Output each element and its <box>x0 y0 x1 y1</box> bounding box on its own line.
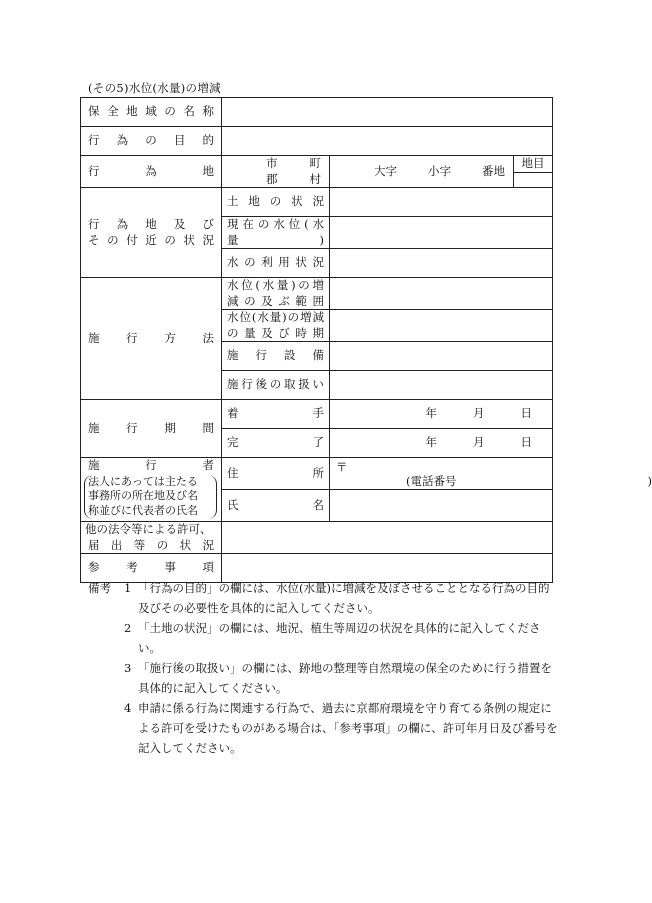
label-sekou-houhou: 施行方法 <box>81 278 222 400</box>
field-genzai-suii[interactable] <box>330 217 553 249</box>
note-item <box>88 618 558 658</box>
label-chimoku: 地目 <box>514 156 553 173</box>
label-zougen-hani-line1: 水位(水量)の増 <box>227 278 324 293</box>
note-number: 2 <box>124 621 132 635</box>
note-text: 「土地の状況」の欄には、地況、植生等周辺の状況を具体的に記入してください。 <box>138 621 541 655</box>
field-chakushu-date[interactable] <box>330 400 553 429</box>
field-zougen-jiki[interactable] <box>330 310 553 342</box>
label-zougen-jiki-line1: 水位(水量)の増減 <box>227 310 324 325</box>
label-hi: 日 <box>520 435 533 450</box>
label-kanryou: 完了 <box>222 429 330 458</box>
houjin-line2: 事務所の所在地及び名 <box>88 489 198 503</box>
field-koui-mokuteki[interactable] <box>222 127 553 156</box>
note-text: 「施行後の取扱い」の欄には、跡地の整理等自然環境の保全のために行う措置を具体的に記入してください。 <box>138 661 552 695</box>
houjin-line1: 法人にあっては主たる <box>88 474 198 488</box>
notes-head: 備考 <box>88 581 111 595</box>
field-kanryou-date[interactable] <box>330 429 553 458</box>
municipality-bottom <box>222 172 329 188</box>
note-number: 4 <box>124 701 132 715</box>
application-form-table <box>80 97 652 583</box>
chakushu-date-labels <box>330 406 552 422</box>
label-mura: 村 <box>309 171 321 186</box>
label-shi: 市 <box>266 156 278 170</box>
label-zougen-jiki-line2: の量及び時期 <box>227 325 324 340</box>
label-genzai-suii <box>222 217 330 249</box>
label-sankou: 参考事項 <box>81 554 222 583</box>
municipality-top <box>222 156 329 172</box>
houjin-line3: 称並びに代表者の氏名 <box>88 504 198 518</box>
houjin-note <box>84 475 217 520</box>
label-oaza: 大字 <box>374 163 397 178</box>
note-item <box>88 658 558 698</box>
label-zougen-jiki <box>222 310 330 342</box>
note-text: 「行為の目的」の欄には、水位(水量)に増減を及ぼさせることとなる行為の目的及びその必要性を具体的に記入してください。 <box>138 581 550 615</box>
field-jusho[interactable] <box>330 458 652 490</box>
field-sekougo[interactable] <box>330 371 553 400</box>
label-machi: 町 <box>309 156 321 170</box>
label-sekou-kikan: 施行期間 <box>81 400 222 458</box>
phone-number <box>406 474 652 490</box>
label-nen: 年 <box>425 435 438 450</box>
label-hi: 日 <box>520 406 533 421</box>
label-jusho: 住所 <box>222 458 330 490</box>
label-koaza: 小字 <box>428 163 451 178</box>
label-vicinity <box>81 188 222 278</box>
field-mizu-riyou[interactable] <box>330 249 553 278</box>
label-sekougo: 施行後の取扱い <box>222 371 330 400</box>
label-tsuki: 月 <box>473 435 485 450</box>
postal-mark: 〒 <box>336 460 348 475</box>
note-number: 1 <box>124 581 132 595</box>
note-item <box>88 578 558 618</box>
label-zougen-hani <box>222 278 330 310</box>
field-tochi[interactable] <box>330 188 553 217</box>
label-shimei: 氏名 <box>222 490 330 522</box>
field-address-detail[interactable] <box>330 156 514 188</box>
label-sekou-setsubi: 施行設備 <box>222 342 330 371</box>
phone-close: ) <box>647 474 652 489</box>
note-item <box>88 698 558 758</box>
label-sekousha-main: 施行者 <box>88 458 214 473</box>
label-banchi: 番地 <box>482 163 505 178</box>
label-genzai-suii-line1: 現在の水位(水 <box>227 217 324 232</box>
field-zougen-hani[interactable] <box>330 278 553 310</box>
label-vicinity-line2: その付近の状況 <box>88 232 214 247</box>
field-shimei[interactable] <box>330 490 553 522</box>
label-genzai-suii-line2: 量) <box>227 232 324 247</box>
label-chakushu: 着手 <box>222 400 330 429</box>
label-nen: 年 <box>425 406 438 421</box>
label-mizu-riyou: 水の利用状況 <box>222 249 330 278</box>
label-zougen-hani-line2: 減の及ぶ範囲 <box>227 293 324 308</box>
notes-section <box>88 578 558 758</box>
label-gun: 郡 <box>266 171 278 186</box>
label-tahou-line1: 他の法令等による許可、 <box>85 522 212 537</box>
address-labels <box>330 164 513 180</box>
field-sekou-setsubi[interactable] <box>330 342 553 371</box>
label-sekousha <box>81 458 222 522</box>
label-tsuki: 月 <box>473 406 485 421</box>
field-municipality[interactable] <box>222 156 330 188</box>
label-koui-mokuteki: 行為の目的 <box>81 127 222 156</box>
kanryou-date-labels <box>330 435 552 451</box>
form-title: (その5)水位(水量)の増減 <box>88 81 221 95</box>
label-tahou <box>81 522 222 554</box>
label-tahou-line2: 届出等の状況 <box>88 537 214 552</box>
note-number: 3 <box>124 661 132 675</box>
field-hozen-chiiki[interactable] <box>222 98 553 127</box>
note-text: 申請に係る行為に関連する行為で、過去に京都府環境を守り育てる条例の規定による許可を受けたものがある場合は、「参考事項」の欄に、許可年月日及び番号を記入してください。 <box>138 701 558 755</box>
field-chimoku[interactable] <box>514 172 553 187</box>
label-vicinity-line1: 行為地及び <box>88 217 214 232</box>
label-hozen-chiiki: 保全地域の名称 <box>81 98 222 127</box>
phone-open: (電話番号 <box>406 474 457 489</box>
field-tahou[interactable] <box>222 522 553 554</box>
label-tochi: 土地の状況 <box>222 188 330 217</box>
label-koui-chi: 行為地 <box>81 156 222 188</box>
